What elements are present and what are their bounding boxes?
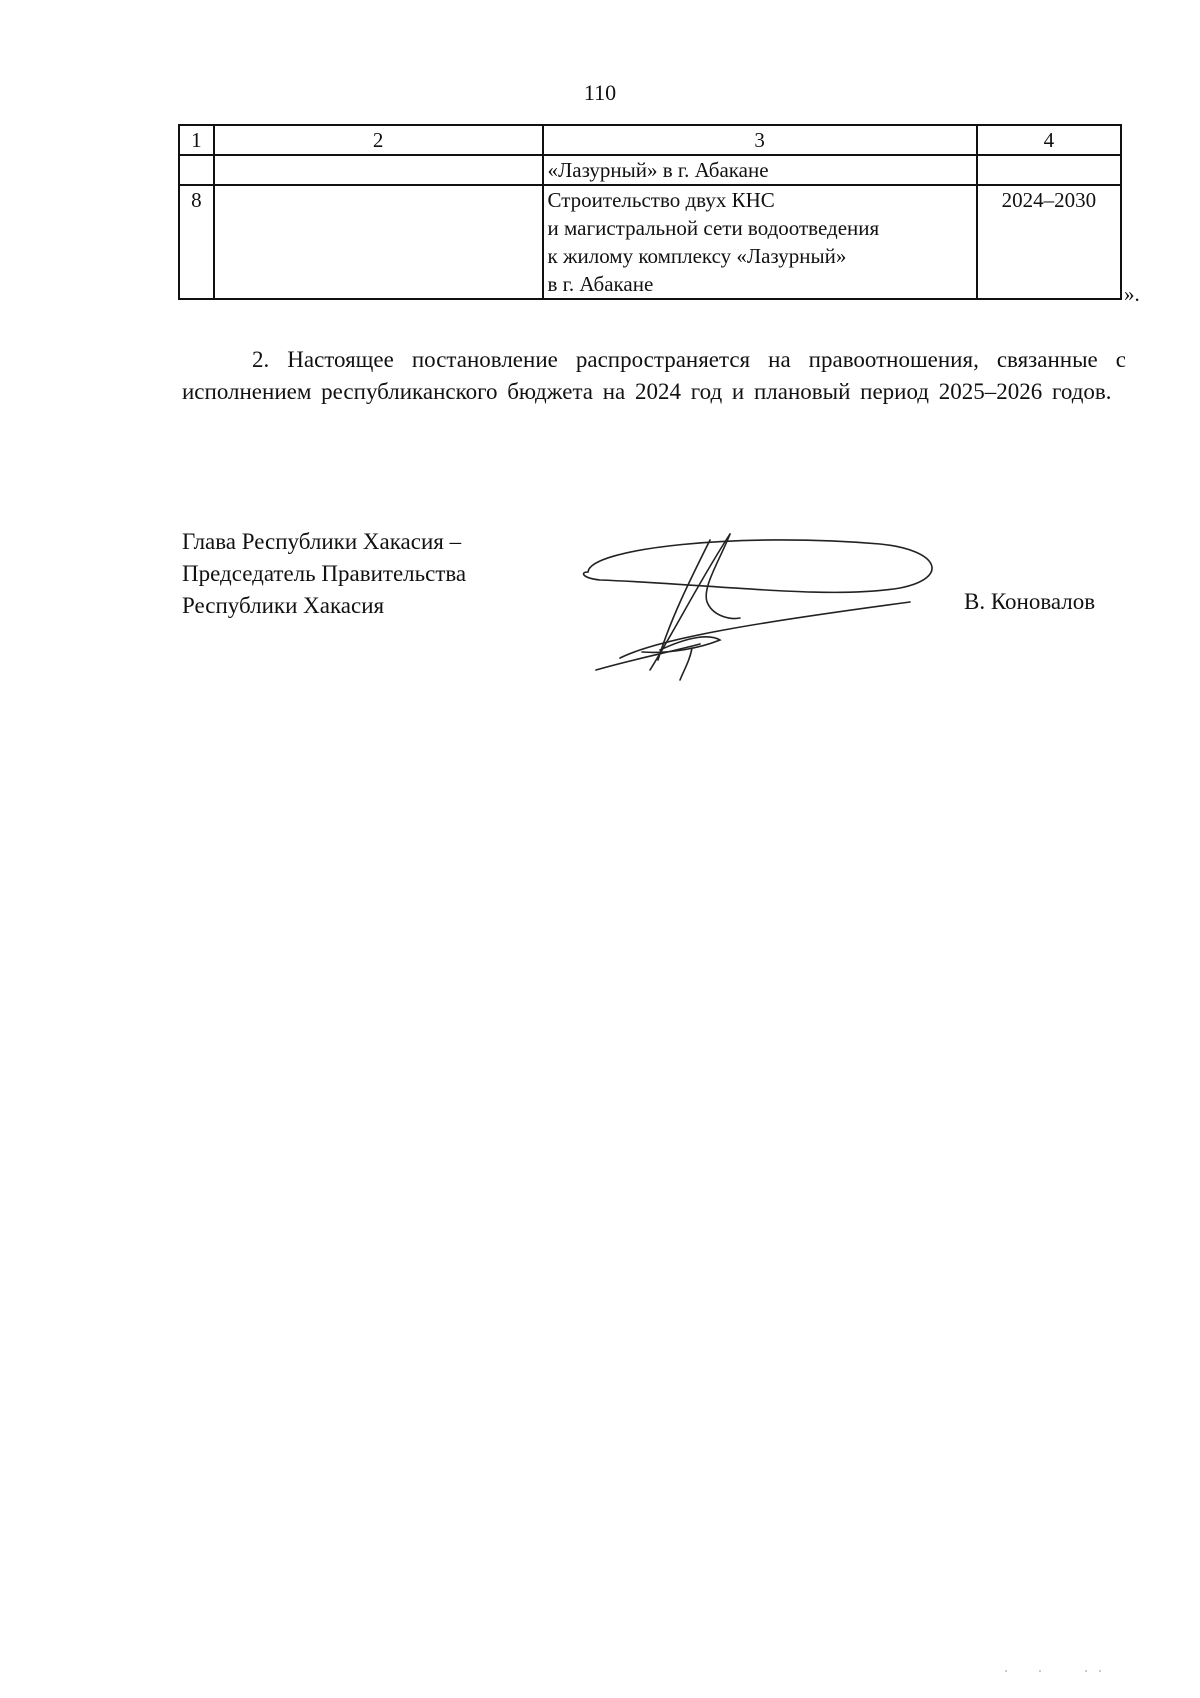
header-col-2: 2 <box>214 125 543 155</box>
signatory-title <box>182 526 466 622</box>
signatory-title-line: Председатель Правительства <box>182 561 467 586</box>
signatory-title-line: Республики Хакасия <box>182 593 385 618</box>
cell-name <box>214 155 543 185</box>
cell-period <box>977 155 1121 185</box>
paragraph-2: 2. Настоящее постановление распространяется на правоотношения, связанные с исполнением республиканского бюджета на 2024 год и плановый период 2025–2026 годов. <box>182 347 1126 404</box>
table-header-row <box>179 125 1121 155</box>
header-col-4: 4 <box>977 125 1121 155</box>
cell-number <box>179 155 214 185</box>
closing-quote: ». <box>1124 282 1140 306</box>
cell-description <box>543 185 977 299</box>
header-col-3: 3 <box>543 125 977 155</box>
handwritten-signature <box>580 520 960 690</box>
description-line: к жилому комплексу «Лазурный» <box>547 244 847 268</box>
scan-artifact-marks <box>1000 1666 1120 1676</box>
page-number: 110 <box>583 80 617 105</box>
cell-number: 8 <box>179 185 214 299</box>
cell-description: «Лазурный» в г. Абакане <box>543 155 977 185</box>
description-line: и магистральной сети водоотведения <box>547 216 880 240</box>
description-line: в г. Абакане <box>547 272 654 296</box>
cell-period: 2024–2030 <box>977 185 1121 299</box>
description-line: Строительство двух КНС <box>547 188 775 212</box>
signatory-title-line: Глава Республики Хакасия – <box>182 529 462 554</box>
table-row <box>179 185 1121 299</box>
continuation-table <box>178 124 1122 300</box>
table-row <box>179 155 1121 185</box>
signatory-name: В. Коновалов <box>964 589 1096 614</box>
cell-name <box>214 185 543 299</box>
header-col-1: 1 <box>179 125 214 155</box>
